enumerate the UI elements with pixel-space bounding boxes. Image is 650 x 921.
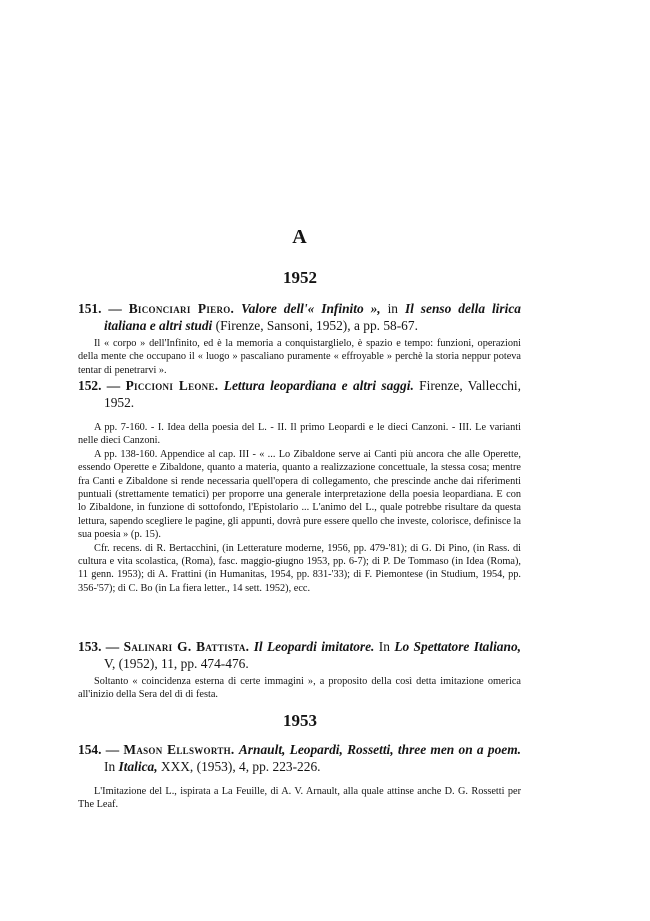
entry-annotation: A pp. 7-160. - I. Idea della poesia del L. - II. Il primo Leopardi e le dieci Canzoni. - III. Le varianti nelle dieci Canzoni. xyxy=(78,422,521,447)
entry-author: Salinari G. Battista. xyxy=(123,639,250,654)
entry-heading xyxy=(78,741,521,775)
entry-author: Mason Ellsworth. xyxy=(123,742,235,757)
entry-number: 153. — xyxy=(78,639,120,654)
entry-number: 152. — xyxy=(78,378,121,393)
entry-source-title: Il senso della lirica italiana e altri studi xyxy=(104,301,521,333)
entry-title: Valore dell'« Infinito », xyxy=(241,301,381,316)
bibliography-entry-154 xyxy=(78,741,521,812)
entry-heading xyxy=(78,638,521,672)
year-heading-1952: 1952 xyxy=(283,268,317,287)
section-letter: A xyxy=(292,226,308,248)
entry-title: Lettura leopardiana e altri saggi. xyxy=(223,378,414,393)
entry-title: Il Leopardi imitatore. xyxy=(253,639,375,654)
entry-title: Arnault, Leopardi, Rossetti, three men on a poem. xyxy=(238,742,521,757)
bibliography-entry-152 xyxy=(78,377,521,595)
entry-annotation: Soltanto « coincidenza esterna di certe immagini », a proposito della così detta imitazione omerica all'inizio della Sera del dì di festa. xyxy=(78,676,521,701)
bibliography-entry-151 xyxy=(78,300,521,377)
entry-source-title: Lo Spettatore Italiano, xyxy=(394,639,521,654)
entry-number: 151. — xyxy=(78,301,122,316)
entry-annotation: L'Imitazione del L., ispirata a La Feuille, di A. V. Arnault, alla quale attinse anche D. G. Rossetti per The Leaf. xyxy=(78,786,521,811)
entry-connector: In xyxy=(374,639,395,654)
entry-publication: V, (1952), 11, pp. 474-476. xyxy=(104,656,249,671)
entry-publication: (Firenze, Sansoni, 1952), a pp. 58-67. xyxy=(212,318,418,333)
entry-annotation: A pp. 138-160. Appendice al cap. III - « ... Lo Zibaldone serve ai Canti più ancora che alle Operette, essendo Operette e Zibaldone, quanto a materia, quanto a realizzazione concettuale, la stessa cosa; mentre fra Canti e Zibaldone si rende necessaria quell'opera di collegamento, che prescinde anche dai riferimenti puntuali (strettamente tematici) per proporre una generale interpretazione della poesia leopardiana. E con lo Zibaldone, in funzione di sottofondo, l'Epistolario ... L'animo del L., quale potrebbe risultare da questa lettura, sapendo scegliere le pagine, gli appunti, dovrà pure essere quello che investe, colorisce, definisce la sua poesia » (p. 15). xyxy=(78,448,521,541)
entry-author: Biconciari Piero. xyxy=(128,301,235,316)
entry-heading xyxy=(78,300,521,334)
entry-source-title: Italica, xyxy=(118,759,158,774)
entry-publication: Firenze, Vallecchi, 1952. xyxy=(104,378,521,410)
entry-publication: XXX, (1953), 4, pp. 223-226. xyxy=(157,759,321,774)
bibliography-entry-153 xyxy=(78,638,521,702)
entry-author: Piccioni Leone. xyxy=(125,378,219,393)
entry-connector: In xyxy=(104,759,119,774)
entry-annotation: Il « corpo » dell'Infinito, ed è la memoria a conquistarglielo, è spazio e tempo: funzioni, operazioni della mente che occupano il « luogo » pascaliano puramente « effroyable » perchè la storia neppur poteva tentar di penetrarvi ». xyxy=(78,338,521,376)
entry-heading xyxy=(78,377,521,411)
entry-number: 154. — xyxy=(78,742,120,757)
year-heading-1953: 1953 xyxy=(283,711,317,730)
entry-annotation: Cfr. recens. di R. Bertacchini, (in Letterature moderne, 1956, pp. 479-'81); di G. Di Pino, (in Rass. di cultura e vita scolastica, (Roma), fasc. maggio-giugno 1953, pp. 6-7); di P. De Tommaso (in Idea (Roma), 11 genn. 1953); di A. Frattini (in Humanitas, 1954, pp. 831-'33); di F. Piemontese (in Studium, 1954, pp. 356-'57); di C. Bo (in La fiera letter., 14 sett. 1952), ecc. xyxy=(78,542,521,594)
entry-connector: in xyxy=(380,301,405,316)
